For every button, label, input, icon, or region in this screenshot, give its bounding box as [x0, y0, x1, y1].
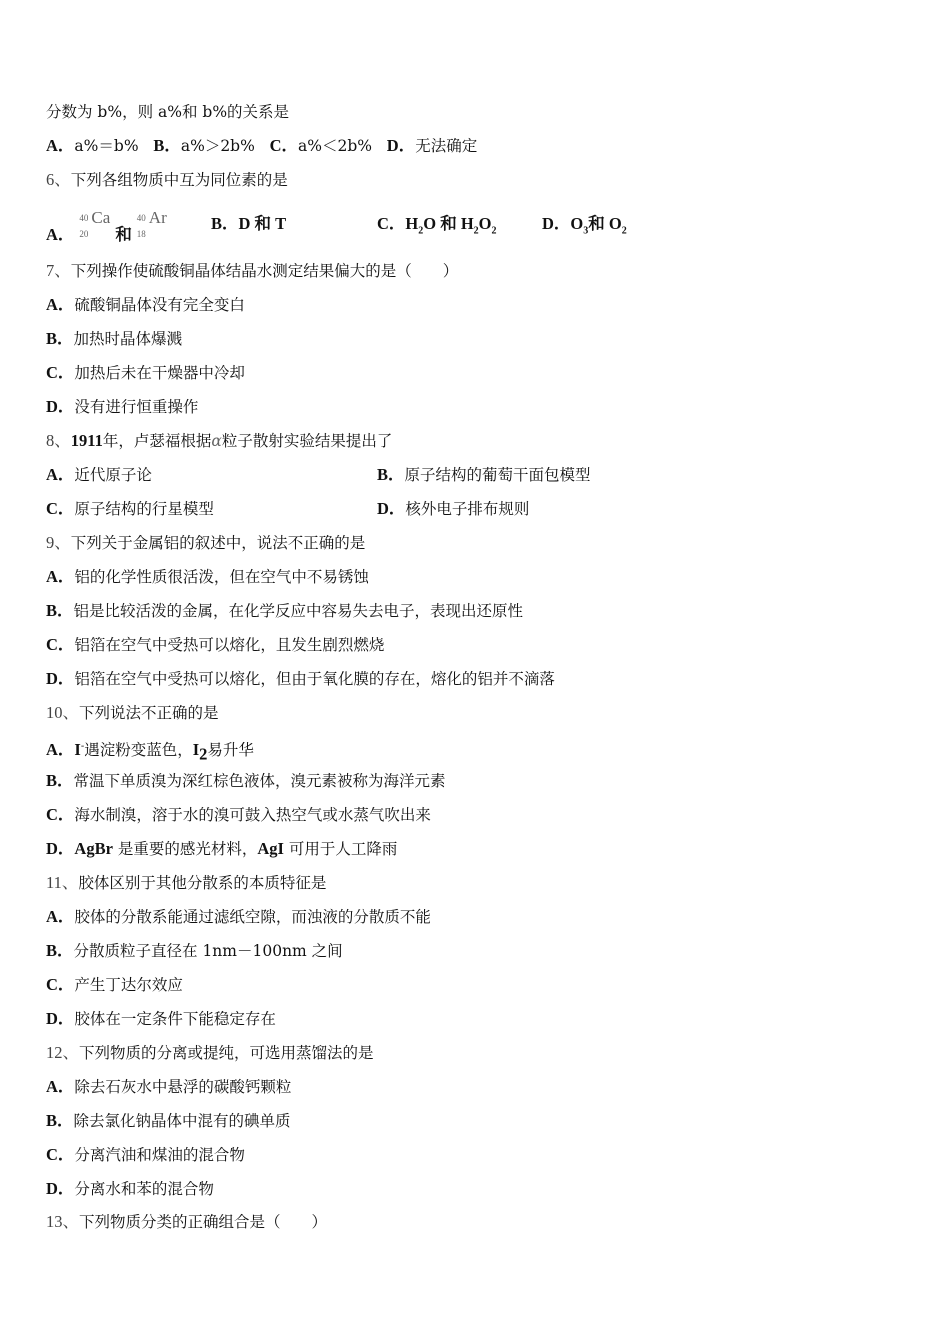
q11-option: [46, 907, 431, 927]
q9-option: [46, 601, 523, 621]
q7-stem: [46, 261, 458, 281]
q13-stem: [46, 1212, 327, 1232]
q6-b: B．D 和 T: [211, 214, 287, 233]
q6-ca-z: 20: [79, 229, 89, 239]
q6-stem: [46, 170, 288, 190]
q5-dt: 无法确定: [415, 137, 478, 155]
q7-num: 7、: [46, 261, 71, 280]
q12-option: [46, 1145, 245, 1165]
q12-options-0-l: A．: [46, 1077, 75, 1096]
q10-a1s: -: [80, 741, 85, 752]
q8-alpha: α: [211, 432, 222, 450]
q7-stem: 下列操作使硫酸铜晶体结晶水测定结果偏大的是（ ）: [70, 262, 459, 280]
q8-options-1-l: B．: [377, 465, 405, 484]
q9-option: [46, 635, 384, 655]
q9-options-2-t: 铝箔在空气中受热可以熔化，且发生剧烈燃烧: [74, 636, 385, 654]
q12-options-3-l: D．: [46, 1179, 75, 1198]
q8-options-row: [46, 499, 746, 519]
q6-a: A．: [46, 225, 75, 244]
q10-d2: 是重要的感光材料，: [112, 840, 258, 858]
q12-option: [46, 1179, 214, 1199]
q11-options-1-t: 分散质粒子直径在 1nm－100nm 之间: [73, 942, 343, 960]
text-fragment: [377, 214, 497, 241]
q9-options-0-t: 铝的化学性质很活泼，但在空气中不易锈蚀: [74, 568, 369, 586]
q10-options-1-t: 海水制溴，溶于水的溴可鼓入热空气或水蒸气吹出来: [74, 806, 431, 824]
q10-d3: AgI: [257, 839, 284, 858]
q6-ar-z: 18: [136, 229, 146, 239]
q10-option: [46, 737, 254, 764]
q12-options-2-t: 分离汽油和煤油的混合物: [74, 1146, 245, 1164]
q6-d3: 和 O: [588, 214, 622, 233]
q6-and: 和: [115, 225, 132, 244]
q9-options-1-l: B．: [46, 601, 74, 620]
q5-bt: a%＞2b%: [180, 137, 255, 155]
q9-stem: 下列关于金属铝的叙述中，说法不正确的是: [70, 534, 366, 552]
q10-option: [46, 771, 446, 791]
q6-c6: 2: [491, 225, 497, 237]
q8-options-1-t: 原子结构的葡萄干面包模型: [404, 466, 591, 484]
q7-options-3-t: 没有进行恒重操作: [74, 398, 199, 416]
q6-ca-mass: 40: [79, 213, 89, 223]
q5-stem: 分数为 b%，则 a%和 b%的关系是: [46, 103, 290, 121]
q11-options-3-l: D．: [46, 1009, 75, 1028]
q10-a: A．: [46, 740, 75, 760]
q12-options-2-l: C．: [46, 1145, 75, 1164]
q8-num: 8、: [46, 431, 71, 450]
q11-stem: 胶体区别于其他分散系的本质特征是: [78, 874, 327, 892]
q9-stem: [46, 533, 365, 553]
isotope-ca: [79, 208, 115, 244]
q10-a2: 遇淀粉变蓝色，: [84, 741, 193, 760]
q7-option: [46, 295, 245, 315]
text-fragment: [542, 214, 627, 241]
q10-options-1-l: C．: [46, 805, 75, 824]
q9-options-1-t: 铝是比较活泼的金属，在化学反应中容易失去电子，表现出还原性: [73, 602, 524, 620]
q7-option: [46, 363, 245, 383]
q12-options-0-t: 除去石灰水中悬浮的碳酸钙颗粒: [74, 1078, 292, 1096]
q9-options-2-l: C．: [46, 635, 75, 654]
isotope-ar: [136, 208, 173, 244]
q10-options-0-l: B．: [46, 771, 74, 790]
text-fragment: [377, 499, 529, 519]
q10-a3: I: [192, 740, 200, 760]
q10-d4: 可用于人工降雨: [283, 840, 398, 858]
q8-stem: [46, 431, 392, 451]
q5-b: B．: [153, 136, 181, 155]
q9-options-3-l: D．: [46, 669, 75, 688]
q9-option: [46, 567, 369, 587]
q7-options-1-l: B．: [46, 329, 74, 348]
q11-num: 11、: [46, 873, 79, 892]
q11-options-2-l: C．: [46, 975, 75, 994]
q8-year: 1911: [70, 431, 103, 450]
q7-options-0-t: 硫酸铜晶体没有完全变白: [74, 296, 245, 314]
q5-c: C．: [269, 136, 299, 155]
q6-c3: O 和 H: [423, 214, 474, 233]
q9-options-0-l: A．: [46, 567, 75, 586]
q5-ct: a%＜2b%: [298, 137, 373, 155]
q12-option: [46, 1077, 291, 1097]
q10-a1: I: [74, 740, 81, 760]
q8-stem2: 粒子散射实验结果提出了: [221, 432, 393, 450]
q11-options-0-l: A．: [46, 907, 75, 926]
q11-options-2-t: 产生丁达尔效应: [74, 976, 183, 994]
q5-options: [46, 136, 477, 156]
q12-options-1-l: B．: [46, 1111, 74, 1130]
q7-options-0-l: A．: [46, 295, 75, 314]
q6-options: [46, 208, 746, 245]
q7-option: [46, 397, 198, 417]
q6-c2: 2: [418, 225, 424, 237]
q10-d: D．: [46, 839, 75, 858]
q10-option: [46, 805, 431, 825]
q6-c5: O: [478, 214, 492, 233]
q6-ca-sym: Ca: [91, 208, 111, 227]
q6-d4: 2: [621, 225, 627, 237]
q7-options-2-l: C．: [46, 363, 75, 382]
q10-a4: 易升华: [207, 741, 254, 760]
q8-options-row: [46, 465, 746, 485]
q6-ar-mass: 40: [136, 213, 146, 223]
q11-stem: [46, 873, 326, 893]
q8-stem1: 年，卢瑟福根据: [102, 432, 212, 450]
q13-num: 13、: [46, 1212, 79, 1231]
q8-options-3-l: D．: [377, 499, 406, 518]
q6-c: C．H: [377, 214, 419, 233]
q12-num: 12、: [46, 1043, 79, 1062]
q6-d: D．O: [542, 214, 584, 233]
q8-options-3-t: 核外电子排布规则: [405, 500, 530, 518]
q12-stem: [46, 1043, 374, 1063]
text-fragment: [377, 465, 591, 485]
q8-options-2-l: C．: [46, 499, 75, 518]
q11-option: [46, 941, 343, 961]
q10-stem: 下列说法不正确的是: [79, 704, 219, 722]
q7-options-1-t: 加热时晶体爆溅: [73, 330, 183, 348]
q10-options-0-t: 常温下单质溴为深红棕色液体，溴元素被称为海洋元素: [73, 772, 446, 790]
q5-a: A．: [46, 136, 75, 155]
q9-num: 9、: [46, 533, 71, 552]
q6-d2: 3: [583, 225, 589, 237]
q9-options-3-t: 铝箔在空气中受热可以熔化，但由于氧化膜的存在，熔化的铝并不滴落: [74, 670, 555, 688]
q13-stem: 下列物质分类的正确组合是（ ）: [79, 1213, 328, 1231]
q6-c4: 2: [473, 225, 479, 237]
q11-option: [46, 1009, 276, 1029]
q11-options-1-l: B．: [46, 941, 74, 960]
q12-stem: 下列物质的分离或提纯，可选用蒸馏法的是: [79, 1044, 374, 1062]
q10-option: [46, 839, 397, 859]
q11-option: [46, 975, 183, 995]
q12-option: [46, 1111, 291, 1131]
q12-options-1-t: 除去氯化钠晶体中混有的碘单质: [73, 1112, 291, 1130]
q9-option: [46, 669, 555, 689]
q8-options-0-t: 近代原子论: [74, 466, 152, 484]
q11-options-3-t: 胶体在一定条件下能稳定存在: [74, 1010, 276, 1028]
q6-num: 6、: [46, 170, 71, 189]
q8-options-0-l: A．: [46, 465, 75, 484]
q10-num: 10、: [46, 703, 79, 722]
q5-at: a%＝b%: [74, 137, 139, 155]
q5-d: D．: [386, 136, 416, 155]
q7-option: [46, 329, 182, 349]
q7-options-3-l: D．: [46, 397, 75, 416]
q11-options-0-t: 胶体的分散系能通过滤纸空隙，而浊液的分散质不能: [74, 908, 431, 926]
q7-options-2-t: 加热后未在干燥器中冷却: [74, 364, 245, 382]
q12-options-3-t: 分离水和苯的混合物: [74, 1180, 214, 1198]
q10-d1: AgBr: [74, 839, 113, 858]
q6-ar-sym: Ar: [148, 208, 167, 227]
q8-options-2-t: 原子结构的行星模型: [74, 500, 214, 518]
q6-stem: 下列各组物质中互为同位素的是: [70, 171, 288, 189]
q10-stem: [46, 703, 219, 723]
q10-a3s: 2: [199, 744, 208, 764]
